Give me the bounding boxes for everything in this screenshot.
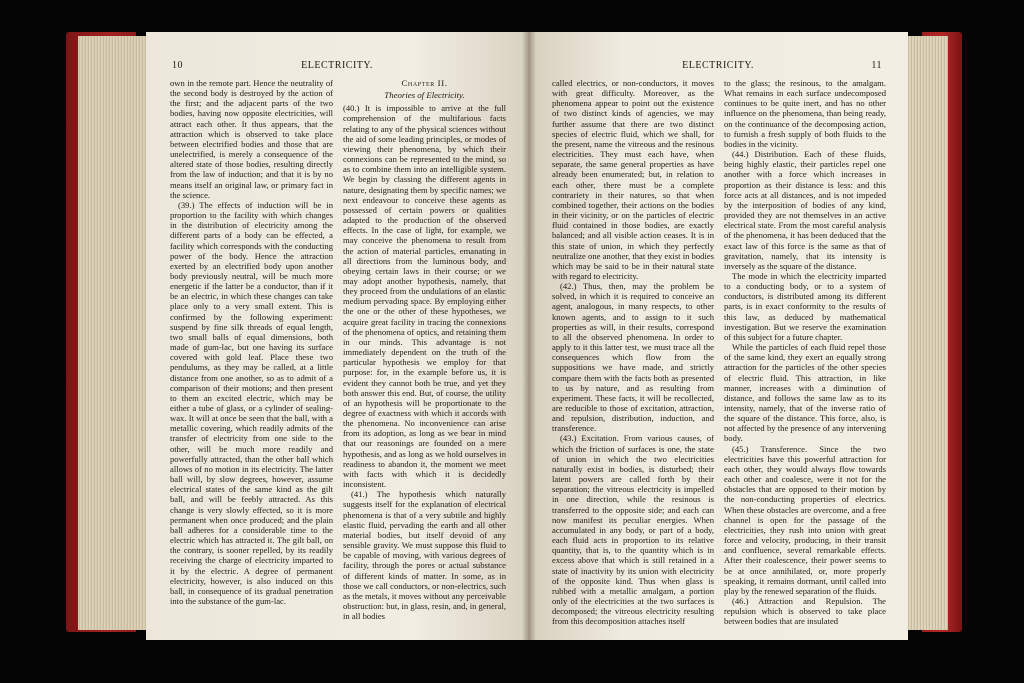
paragraph: The mode in which the electricity imparted to a conducting body, or to a system of conductors, is distributed among its different parts, is in exact conformity to the results of this law, as deduced by mathematical investigation. But we reserve the examination of this subject for a future chapter.	[724, 270, 886, 342]
text-columns	[552, 78, 886, 626]
left-page	[146, 32, 528, 640]
paragraph: called electrics, or non-conductors, it moves with great difficulty. Moreover, as the phenomena appear to point out the existence of two distinct kinds of agencies, we may further assume that there are two distinct species of electric fluid, which we shall, for the present, name the vitreous and the resinous electricities. They must each have, when separate, the same general properties as have already been enumerated; but, in relation to each other, there must be a complete contrariety in their natures, so that when combined together, their actions on the bodies in their vicinity, or on the particles of electric fluid contained in those bodies, are exactly balanced; and all visible action ceases. It is in this state of union, in which they perfectly neutralize one another, that they exist in bodies which may be said to be in their natural state with regard to electricity.	[552, 78, 714, 281]
paragraph: (46.) Attraction and Repulsion. The repulsion which is observed to take place between bodies that are insulated	[724, 595, 886, 627]
paragraph: to the glass; the resinous, to the amalgam. What remains in each surface undecomposed continues to be quite inert, and has no other influence on the phenomena, than being ready, on the continuance of the decomposing action, to furnish a fresh supply of both fluids to the bodies in the vicinity.	[724, 78, 886, 149]
running-title: ELECTRICITY.	[301, 60, 373, 71]
page-number: 10	[172, 60, 183, 71]
text-columns	[170, 78, 506, 626]
paragraph: (39.) The effects of induction will be in proportion to the facility with which changes in the distribution of electricity among the different parts of a body can be effected, a facility which corresponds with the conducting power of the body. Hence the attraction exerted by an electrified body upon another body previously neutral, will be much more energetic if the latter be a conductor, than if it be an electric, in which these changes can take place only to a very small extent. This is confirmed by the following experiment: suspend by fine silk threads of equal length, two small balls of equal dimensions, both made of gum-lac, but one having its surface covered with gold leaf. Place these two pendulums, as they may be called, at a little distance from one another, so as to admit of a comparison of their motions; and then present to them an excited electric, which may be either a tube of glass, or a cylinder of sealing-wax. It will at once be seen that the ball, with a metallic covering, which readily admits of the transfer of electricity from one side to the other, will be much more readily and powerfully attracted, than the other ball which allows of no motion in its electricity. The latter ball will, by slow degrees, however, assume electrical states of the same kind as the gilt ball, and will be feebly attracted. As this change is very slowly effected, so it is more permanent when once produced; and the plain ball adheres for a considerable time to the electric which has attracted it. The gilt ball, on the contrary, is sooner repelled, by its readily receiving the charge of electricity imparted to it by the electric. A degree of permanent electricity, however, is also induced on this ball, in consequence of its gradual penetration into the substance of the gum-lac.	[170, 199, 333, 606]
paragraph: (40.) It is impossible to arrive at the full comprehension of the multifarious facts relating to any of the physical sciences without the aid of some leading principles, or modes of viewing their phenomena, by which their connexions can be represented to the mind, so as to combine them into an intelligible system. We begin by classing the different agents in nature, designating them by specific names; we next endeavour to conceive these agents as possessed of certain powers or qualities adapted to the production of the observed effects. In the case of light, for example, we may conceive the phenomena to result from the action of material particles, emanating in all directions from the luminous body, and obeying certain laws in their course; or we may adopt another hypothesis, namely, that they proceed from the undulations of an elastic medium pervading space. By employing either the one or the other of these hypotheses, we acquire great facility in tracing the connexions of the phenomena of optics, and retaining them in our minds. This advantage is not immediately dependent on the truth of the particular hypothesis we employ for that purpose: for, in the example before us, it is evident they cannot both be true, and yet they both answer this end. But, of course, the utility of an hypothesis will be proportionate to the degree of exactness with which it accords with the phenomena. No inconvenience can arise from its adoption, as long as we bear in mind that our reasonings are founded on a mere hypothesis, and as long as we hold ourselves in readiness to abandon it, the moment we meet with facts with which it is decidedly inconsistent.	[343, 103, 506, 490]
column-1	[170, 78, 333, 626]
paragraph: (44.) Distribution. Each of these fluids, being highly elastic, their particles repel one another with a force which increases in proportion as their distance is less: and this force acts at all distances, and is not impeded by the interposition of bodies of any kind, provided they are not themselves in an active electrical state. From the most careful analysis of the phenomena, it has been deduced that the exact law of this force is the same as that of gravitation, namely, that its intensity is inversely as the square of the distance.	[724, 149, 886, 271]
paragraph: While the particles of each fluid repel those of the same kind, they exert an equally strong attraction for the particles of the other species of electric fluid. This attraction, in like manner, increases with a diminution of distance, and follows the same law as to its intensity, namely, that of the inverse ratio of the square of the distance. This force, also, is not affected by the presence of any intervening body.	[724, 342, 886, 444]
running-head	[528, 60, 908, 74]
paragraph: (45.) Transference. Since the two electricities have this powerful attraction for each other, they would always flow towards each other and coalesce, were it not for the obstacles that are opposed to their motion by the non-conducting properties of electrics. When these obstacles are overcome, and a free channel is open for the passage of the electricities, they rush into union with great force and velocity, producing, in their transit and confluence, several remarkable effects. After their coalescence, their power seems to be at once annihilated, or, more properly speaking, it remains dormant, until called into play by the renewed separation of the fluids.	[724, 443, 886, 596]
right-page	[528, 32, 908, 640]
page-edges-right	[904, 36, 948, 630]
paragraph: (42.) Thus, then, may the problem be solved, in which it is required to conceive an agent, analogous, in many respects, to other known agents, and to assign to it such properties as will, in their results, correspond to all the observed phenomena. In order to apply to it this latter test, we must trace all the consequences which flow from the suppositions we have made, and strictly compare them with the facts both as presented to us by nature, and as resulting from experiment. These facts, it will be recollected, are reducible to those of excitation, attraction, and repulsion, distribution, induction, and transference.	[552, 281, 714, 434]
column-2	[343, 78, 506, 626]
book-gutter	[522, 32, 536, 640]
paragraph: own in the remote part. Hence the neutrality of the second body is destroyed by the action of the first; and the adjacent parts of the two bodies, having now opposite electricities, will attract each other. It thus appears, that the attraction which is observed to take place between electrified bodies and those that are unelectrified, is merely a consequence of the altered state of those bodies, resulting directly from the law of induction; and that it is by no means itself an original law, or primary fact in the science.	[170, 78, 333, 200]
column-2	[724, 78, 886, 626]
page-edges-left	[78, 36, 150, 630]
chapter-heading: Chapter II.	[401, 78, 448, 88]
running-title: ELECTRICITY.	[682, 60, 754, 71]
page-number: 11	[871, 60, 882, 71]
chapter-subtitle: Theories of Electricity.	[384, 90, 465, 101]
running-head	[146, 60, 528, 74]
open-book	[66, 22, 962, 658]
column-1	[552, 78, 714, 626]
paragraph: (41.) The hypothesis which naturally suggests itself for the explanation of electrical phenomena is that of a very subtile and highly elastic fluid, pervading the earth and all other material bodies, but itself devoid of any sensible gravity. We must suppose this fluid to be capable of moving, with various degrees of facility, through the pores or actual substance of different kinds of matter. In some, as in those we call conductors, or non-electrics, such as the metals, it moves without any perceivable obstruction: but, in glass, resin, and, in general, in all bodies	[343, 489, 506, 622]
paragraph: (43.) Excitation. From various causes, of which the friction of surfaces is one, the state of union in which the two electricities naturally exist in bodies, is disturbed; their latent powers are called forth by their separation; the vitreous electricity is impelled in one direction, while the resinous is transferred to the opposite side; and each can now manifest its peculiar energies. When accumulated in any body, or part of a body, each fluid acts in proportion to its relative quantity, that is, to the quantity which is in excess above that which is still retained in a state of inactivity by its union with electricity of the opposite kind. Thus when glass is rubbed with a metallic amalgam, a portion only of the electricities at the two surfaces is decomposed; the vitreous electricity resulting from this decomposition attaches itself	[552, 433, 714, 627]
